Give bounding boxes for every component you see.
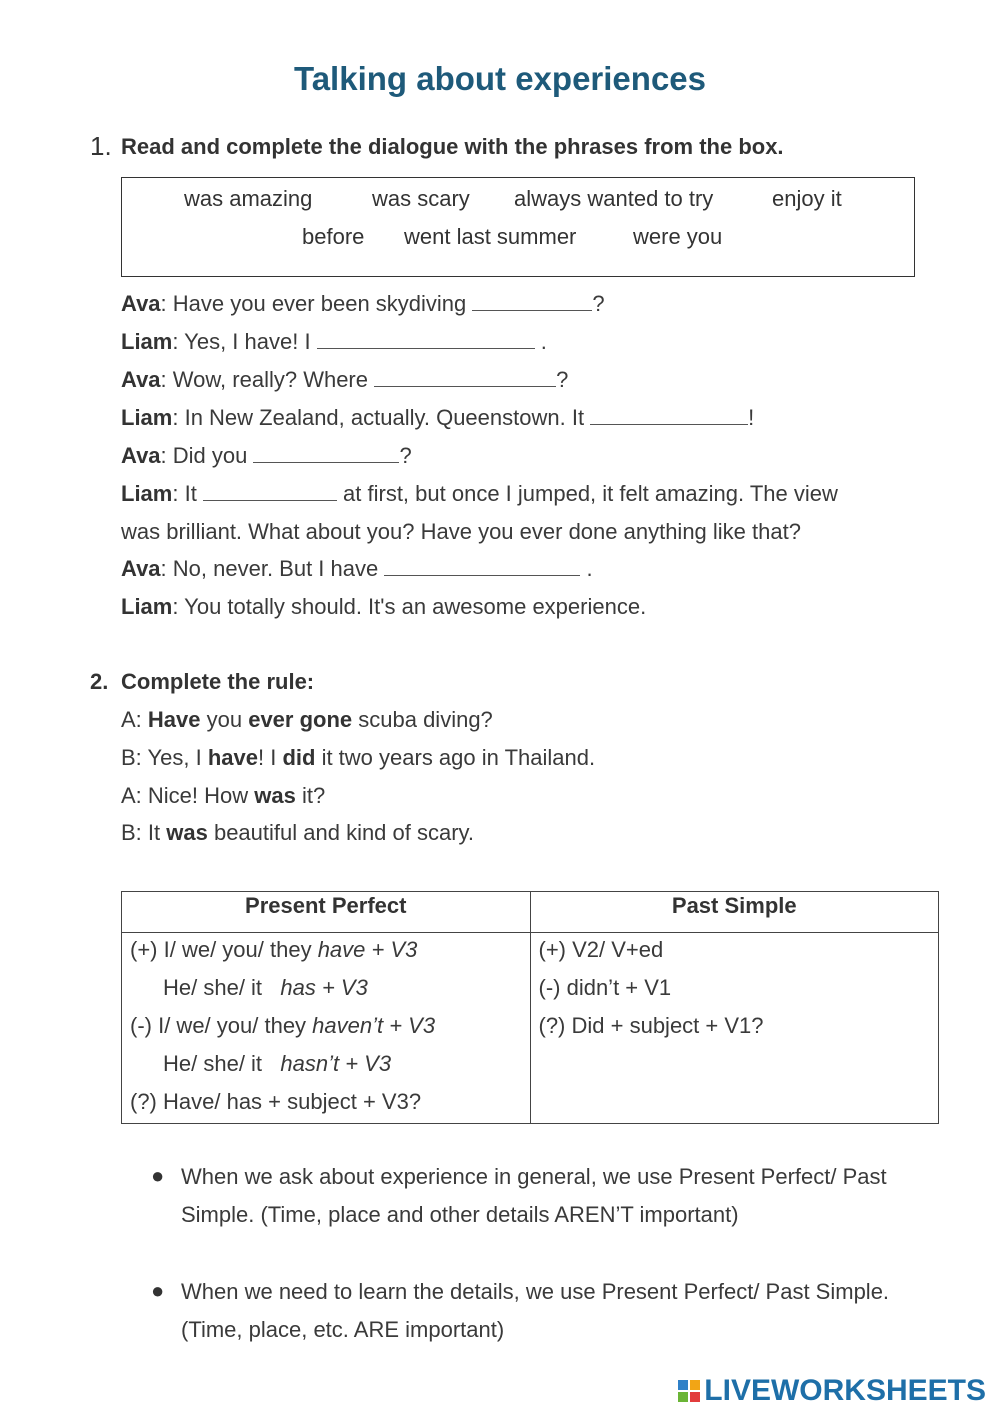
rule-line: (?) Have/ has + subject + V3? — [130, 1089, 422, 1114]
dialogue-line: Ava: Did you ? — [121, 443, 412, 468]
speaker-name: Ava — [121, 367, 161, 392]
rule-line: He/ she/ it hasn’t + V3 — [163, 1051, 392, 1076]
answer-blank[interactable] — [317, 330, 535, 349]
speaker-name: Liam — [121, 405, 173, 430]
speaker-name: Liam — [121, 481, 173, 506]
dialogue-line: Ava: Wow, really? Where ? — [121, 367, 569, 392]
grammar-rule-table — [121, 891, 939, 1124]
question-1-number: 1. — [90, 131, 112, 161]
phrase-item: before — [302, 224, 365, 249]
answer-blank[interactable] — [253, 444, 399, 463]
phrase-item: was scary — [372, 186, 470, 211]
liveworksheets-logo — [678, 1374, 986, 1408]
question-1-instruction: Read and complete the dialogue with the phrases from the box. — [121, 134, 784, 159]
rule-line: (?) Did + subject + V1? — [538, 1013, 764, 1038]
answer-blank[interactable] — [384, 557, 580, 576]
example-line: B: It was beautiful and kind of scary. — [121, 820, 475, 845]
dialogue-line: Liam: You totally should. It's an awesome experience. — [121, 594, 647, 619]
bullet-item: When we need to learn the details, we use Present Perfect/ Past Simple. (Time, place, etc. ARE important) — [181, 1279, 890, 1342]
dialogue-line-continuation: was brilliant. What about you? Have you ever done anything like that? — [121, 519, 801, 544]
speaker-name: Ava — [121, 291, 161, 316]
page-title: Talking about experiences — [293, 60, 707, 97]
rule-line: (-) didn’t + V1 — [538, 975, 672, 1000]
dialogue-line: Liam: In New Zealand, actually. Queenstown. It ! — [121, 405, 755, 430]
phrase-item: went last summer — [404, 224, 577, 249]
present-perfect-cell — [122, 933, 531, 1124]
rule-line: He/ she/ it has + V3 — [163, 975, 368, 1000]
speaker-name: Liam — [121, 594, 173, 619]
logo-icon — [678, 1380, 700, 1402]
phrase-item: enjoy it — [772, 186, 842, 211]
past-simple-cell — [530, 933, 939, 1124]
question-2-number: 2. — [90, 669, 109, 694]
phrase-item: was amazing — [184, 186, 313, 211]
answer-blank[interactable] — [203, 482, 337, 501]
logo-text: LIVEWORKSHEETS — [704, 1374, 986, 1407]
example-line: B: Yes, I have! I did it two years ago in Thailand. — [121, 745, 596, 770]
dialogue-line: Liam: Yes, I have! I . — [121, 329, 547, 354]
dialogue-line: Liam: It at first, but once I jumped, it felt amazing. The view — [121, 481, 838, 506]
speaker-name: Ava — [121, 556, 161, 581]
example-line: A: Have you ever gone scuba diving? — [121, 707, 493, 732]
bullet-icon: ● — [151, 1278, 165, 1303]
phrase-box — [121, 177, 915, 277]
phrase-item: always wanted to try — [514, 186, 714, 211]
bullet-icon: ● — [151, 1163, 165, 1188]
example-line: A: Nice! How was it? — [121, 783, 326, 808]
answer-blank[interactable] — [472, 292, 592, 311]
dialogue-line: Ava: Have you ever been skydiving ? — [121, 291, 605, 316]
rule-line: (-) I/ we/ you/ they haven’t + V3 — [130, 1013, 436, 1038]
header-past-simple: Past Simple — [530, 892, 939, 933]
speaker-name: Ava — [121, 443, 161, 468]
phrase-item: were you — [633, 224, 723, 249]
question-2-instruction: Complete the rule: — [121, 669, 315, 694]
answer-blank[interactable] — [374, 368, 556, 387]
header-present-perfect: Present Perfect — [122, 892, 531, 933]
speaker-name: Liam — [121, 329, 173, 354]
rule-line: (+) I/ we/ you/ they have + V3 — [130, 937, 418, 962]
answer-blank[interactable] — [590, 406, 748, 425]
dialogue-line: Ava: No, never. But I have . — [121, 556, 593, 581]
bullet-item: When we ask about experience in general, we use Present Perfect/ Past Simple. (Time, place and other details AREN’T important) — [181, 1164, 887, 1227]
rule-line: (+) V2/ V+ed — [538, 937, 664, 962]
